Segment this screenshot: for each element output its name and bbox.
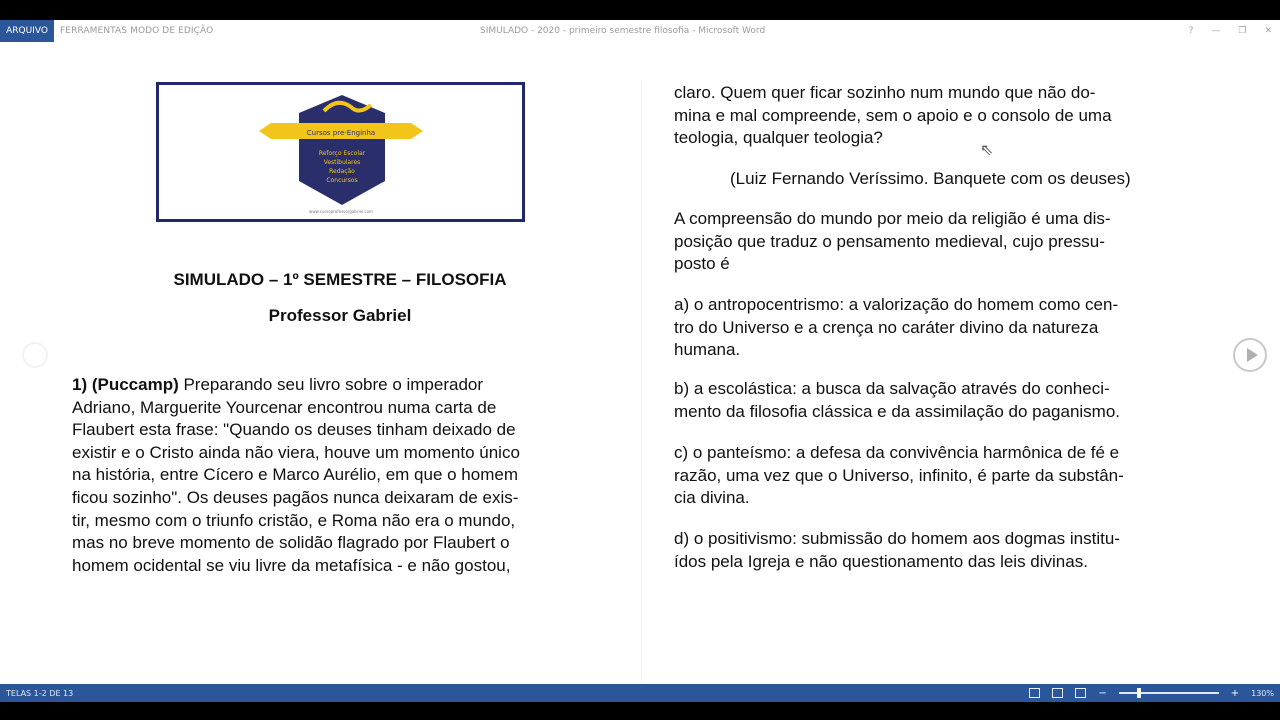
text-line: mento da filosofia clássica e da assimilação do paganismo. xyxy=(674,401,1121,421)
screen-top-border xyxy=(0,0,1280,20)
text-line: razão, uma vez que o Universo, infinito, é parte da substân- xyxy=(674,465,1124,485)
logo-footer: www.cursoprofessorgabriel.com xyxy=(309,209,373,214)
web-layout-icon[interactable] xyxy=(1075,688,1086,698)
ribbon-tools-label[interactable]: FERRAMENTAS MODO DE EDIÇÃO xyxy=(60,26,214,36)
exam-title: SIMULADO – 1º SEMESTRE – FILOSOFIA xyxy=(173,270,507,289)
logo-banner xyxy=(156,82,525,222)
page-counter: TELAS 1-2 DE 13 xyxy=(6,688,74,698)
question-stem xyxy=(674,208,1219,276)
text-line: b) a escolástica: a busca da salvação através do conheci- xyxy=(674,379,1110,398)
print-layout-icon[interactable] xyxy=(1052,688,1063,698)
text-line: A compreensão do mundo por meio da religião é uma dis- xyxy=(674,209,1111,228)
status-right-controls xyxy=(1029,684,1274,702)
file-tab[interactable]: ARQUIVO xyxy=(0,20,54,42)
zoom-slider-thumb[interactable] xyxy=(1137,688,1141,698)
text-line: ficou sozinho". Os deuses pagãos nunca deixaram de exis- xyxy=(72,487,519,507)
text-line: tro do Universo e a crença no caráter divino da natureza xyxy=(674,317,1099,337)
text-line: mina e mal compreende, sem o apoio e o consolo de uma xyxy=(674,105,1112,125)
next-screen-button[interactable] xyxy=(1233,338,1267,372)
text-line: cia divina. xyxy=(674,488,750,508)
quote-citation xyxy=(730,168,1131,191)
logo-line-2: Vestibulares xyxy=(323,159,361,166)
text-line: d) o positivismo: submissão do homem aos dogmas institu- xyxy=(674,529,1120,548)
document-title: SIMULADO - 2020 - primeiro semestre filosofia - Microsoft Word xyxy=(480,26,766,36)
text-line: c) o panteísmo: a defesa da convivência harmônica de fé e xyxy=(674,443,1120,462)
zoom-out-button[interactable]: − xyxy=(1098,687,1107,699)
window-controls xyxy=(1189,20,1272,42)
text-line: na história, entre Cícero e Marco Aurélio, em que o homem xyxy=(72,465,518,485)
question-1-text xyxy=(72,374,612,577)
text-line: posição que traduz o pensamento medieval, cujo pressu- xyxy=(674,231,1105,251)
option-d xyxy=(674,528,1219,573)
title-bar xyxy=(0,20,1280,42)
help-button[interactable]: ? xyxy=(1188,26,1194,36)
zoom-level[interactable]: 130% xyxy=(1251,688,1274,698)
text-line: teologia, qualquer teologia? xyxy=(674,128,883,148)
text-line: homem ocidental se viu livre da metafísica - e não gostou, xyxy=(72,555,511,575)
maximize-button[interactable]: ❐ xyxy=(1238,26,1247,36)
logo-tagline: Cursos pre-Enginha xyxy=(306,129,376,137)
citation-text: (Luiz Fernando Veríssimo. Banquete com os deuses) xyxy=(730,169,1131,188)
option-c xyxy=(674,442,1219,510)
screen-bottom-border xyxy=(0,702,1280,720)
close-button[interactable]: ✕ xyxy=(1264,26,1272,36)
read-mode-icon[interactable] xyxy=(1029,688,1040,698)
text-line: existir e o Cristo ainda não viera, houve um momento único xyxy=(72,442,520,462)
logo-image xyxy=(159,85,522,219)
option-a xyxy=(674,294,1219,362)
text-line: posto é xyxy=(674,254,730,274)
zoom-slider[interactable] xyxy=(1119,692,1219,694)
professor-name: Professor Gabriel xyxy=(268,306,412,325)
text-line xyxy=(72,374,612,397)
text-line: Flaubert esta frase: "Quando os deuses tinham deixado de xyxy=(72,420,516,440)
minimize-button[interactable]: — xyxy=(1211,26,1221,36)
text-line-segment: Preparando seu livro sobre o imperador xyxy=(178,375,484,394)
text-line: Adriano, Marguerite Yourcenar encontrou numa carta de xyxy=(72,397,497,417)
logo-line-3: Redação xyxy=(329,168,355,175)
text-line: a) o antropocentrismo: a valorização do homem como cen- xyxy=(674,295,1119,314)
text-line: tir, mesmo com o triunfo cristão, e Roma não era o mundo, xyxy=(72,510,516,530)
text-line: ídos pela Igreja e não questionamento das leis divinas. xyxy=(674,551,1088,571)
zoom-in-button[interactable]: + xyxy=(1230,687,1240,699)
quote-continuation xyxy=(674,82,1219,150)
previous-screen-button[interactable] xyxy=(22,342,48,368)
logo-line-4: Concursos xyxy=(326,177,358,184)
text-line: humana. xyxy=(674,340,741,360)
document-page[interactable] xyxy=(0,42,1280,684)
column-divider xyxy=(641,82,642,682)
text-line: claro. Quem quer ficar sozinho num mundo que não do- xyxy=(674,83,1096,102)
option-b xyxy=(674,378,1219,423)
text-line: mas no breve momento de solidão flagrado por Flaubert o xyxy=(72,533,510,553)
question-label: 1) (Puccamp) xyxy=(72,375,179,394)
mouse-cursor-icon: ⇖ xyxy=(980,142,994,159)
logo-line-1: Reforço Escolar xyxy=(318,150,366,157)
status-bar xyxy=(0,684,1280,702)
